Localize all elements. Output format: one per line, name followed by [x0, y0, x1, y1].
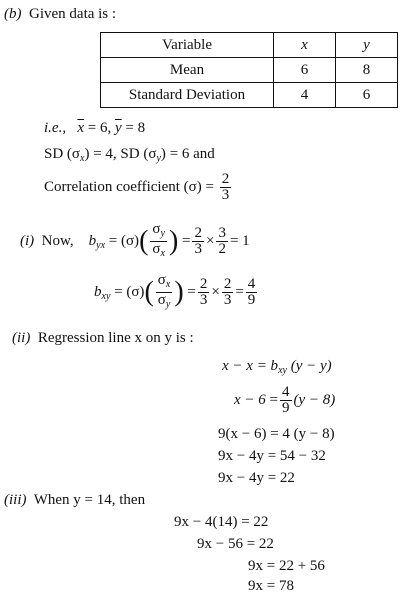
now-text: Now,	[41, 232, 74, 249]
b-symbol: b	[88, 232, 97, 249]
ie-line	[44, 120, 145, 137]
regression-line-3: 9(x − 6) = 4 (y − 8)	[218, 426, 335, 442]
fraction	[280, 385, 292, 416]
sub: y	[160, 228, 165, 239]
regression-line-4: 9x − 4y = 54 − 32	[218, 448, 326, 464]
sub: x	[160, 248, 165, 259]
part-iii-heading	[4, 492, 145, 509]
sd-sub: x	[80, 153, 85, 164]
part-b-heading	[4, 6, 116, 23]
denominator: 3	[199, 292, 208, 308]
sd-text: ) = 4, SD (σ	[84, 146, 157, 162]
x-bar-value: = 6,	[87, 120, 112, 136]
part-i-byx-line: (i) Now, $b_{yx} = (\sigma)$( $\frac{\sigma_y}{\sigma_x}$ ) = $\frac{2}{3}$ × $\frac{3}{2}$ = 1	[20, 221, 250, 259]
numerator: 2	[194, 225, 202, 241]
table-cell: 4	[274, 83, 336, 108]
solve-line-4: 9x = 78	[248, 578, 294, 594]
table-header-row	[101, 33, 398, 58]
part-iii-text: When y = 14, then	[33, 492, 146, 508]
part-ii-text: Regression line x on y is :	[37, 330, 194, 346]
b-symbol: b	[94, 283, 102, 300]
numerator: 3	[218, 225, 226, 241]
sd-text: SD (σ	[44, 146, 81, 162]
equals-sigma: = (σ)	[114, 283, 145, 300]
b-sub: yx	[96, 239, 106, 251]
times-sign: ×	[211, 283, 220, 300]
part-i-bxy-line: $b_{xy} = (\sigma)$( $\frac{\sigma_x}{\sigma_y}$ ) = $\frac{2}{3}$ × $\frac{2}{3}$ = $\frac{4}{9}$	[94, 272, 256, 310]
table-cell: 8	[336, 58, 398, 83]
regression-line-5: 9x − 4y = 22	[218, 470, 295, 486]
equals-sigma: = (σ)	[108, 232, 140, 249]
fraction	[216, 226, 228, 257]
b-sub: xy	[101, 290, 111, 302]
denominator: 9	[282, 400, 290, 416]
correlation-line	[44, 172, 233, 203]
table-cell: 6	[274, 58, 336, 83]
solve-line-1: 9x − 4(14) = 22	[174, 514, 269, 530]
denominator: 3	[194, 241, 202, 257]
sub: x	[165, 279, 171, 290]
table-cell: Standard Deviation	[101, 83, 274, 108]
denominator: 3	[223, 292, 232, 308]
fraction	[156, 273, 173, 312]
denominator: σ	[152, 241, 161, 257]
denominator: 2	[218, 241, 226, 257]
numerator: 2	[221, 171, 230, 187]
data-table	[100, 32, 398, 108]
part-ii-label: (ii)	[12, 330, 31, 346]
fraction	[222, 277, 234, 308]
rhs-end: (y − y)	[290, 358, 332, 374]
numerator: 2	[223, 276, 232, 292]
fraction	[198, 277, 210, 308]
lhs: x − 6	[234, 391, 266, 408]
fraction	[192, 226, 204, 257]
sd-line	[44, 146, 215, 164]
ie-prefix: i.e.,	[44, 120, 67, 136]
table-cell: Mean	[101, 58, 274, 83]
numerator: 4	[247, 276, 256, 292]
sd-text: ) = 6 and	[160, 146, 215, 162]
numerator: σ	[157, 272, 166, 288]
part-i-label: (i)	[20, 232, 35, 249]
rhs: = b	[256, 358, 279, 374]
lhs: x − x	[222, 358, 253, 374]
table-header-cell: x	[274, 33, 336, 58]
y-bar-value: = 8	[125, 120, 146, 136]
solve-line-2: 9x − 56 = 22	[197, 536, 274, 552]
part-b-label: (b)	[4, 6, 22, 22]
part-ii-heading	[12, 330, 194, 347]
numerator: σ	[152, 221, 161, 237]
table-cell: 6	[336, 83, 398, 108]
denominator: 9	[247, 292, 256, 308]
x-bar: $\overline{x}$	[77, 120, 84, 136]
sub: y	[165, 299, 171, 310]
regression-line-1	[222, 358, 332, 376]
part-iii-label: (iii)	[4, 492, 27, 508]
table-header-cell: Variable	[101, 33, 274, 58]
correlation-text: Correlation coefficient (σ) =	[44, 178, 214, 195]
table-row	[101, 58, 398, 83]
fraction	[150, 222, 167, 261]
result: = 1	[229, 232, 250, 249]
table-header-cell: y	[336, 33, 398, 58]
fraction	[220, 172, 232, 203]
table-row	[101, 83, 398, 108]
denominator: 3	[221, 187, 230, 203]
solve-line-3: 9x = 22 + 56	[248, 558, 325, 574]
regression-line-2: x − 6 = $\frac{4}{9}$ (y − 8)	[234, 384, 336, 416]
numerator: 4	[282, 384, 290, 400]
rhs-end: (y − 8)	[293, 391, 336, 408]
part-b-text: Given data is :	[29, 6, 117, 22]
denominator: σ	[157, 292, 166, 308]
numerator: 2	[199, 276, 208, 292]
fraction	[246, 277, 258, 308]
sd-sub: y	[156, 153, 161, 164]
y-bar: $\overline{y}$	[114, 120, 122, 136]
times-sign: ×	[205, 232, 215, 249]
b-sub: xy	[278, 365, 287, 376]
